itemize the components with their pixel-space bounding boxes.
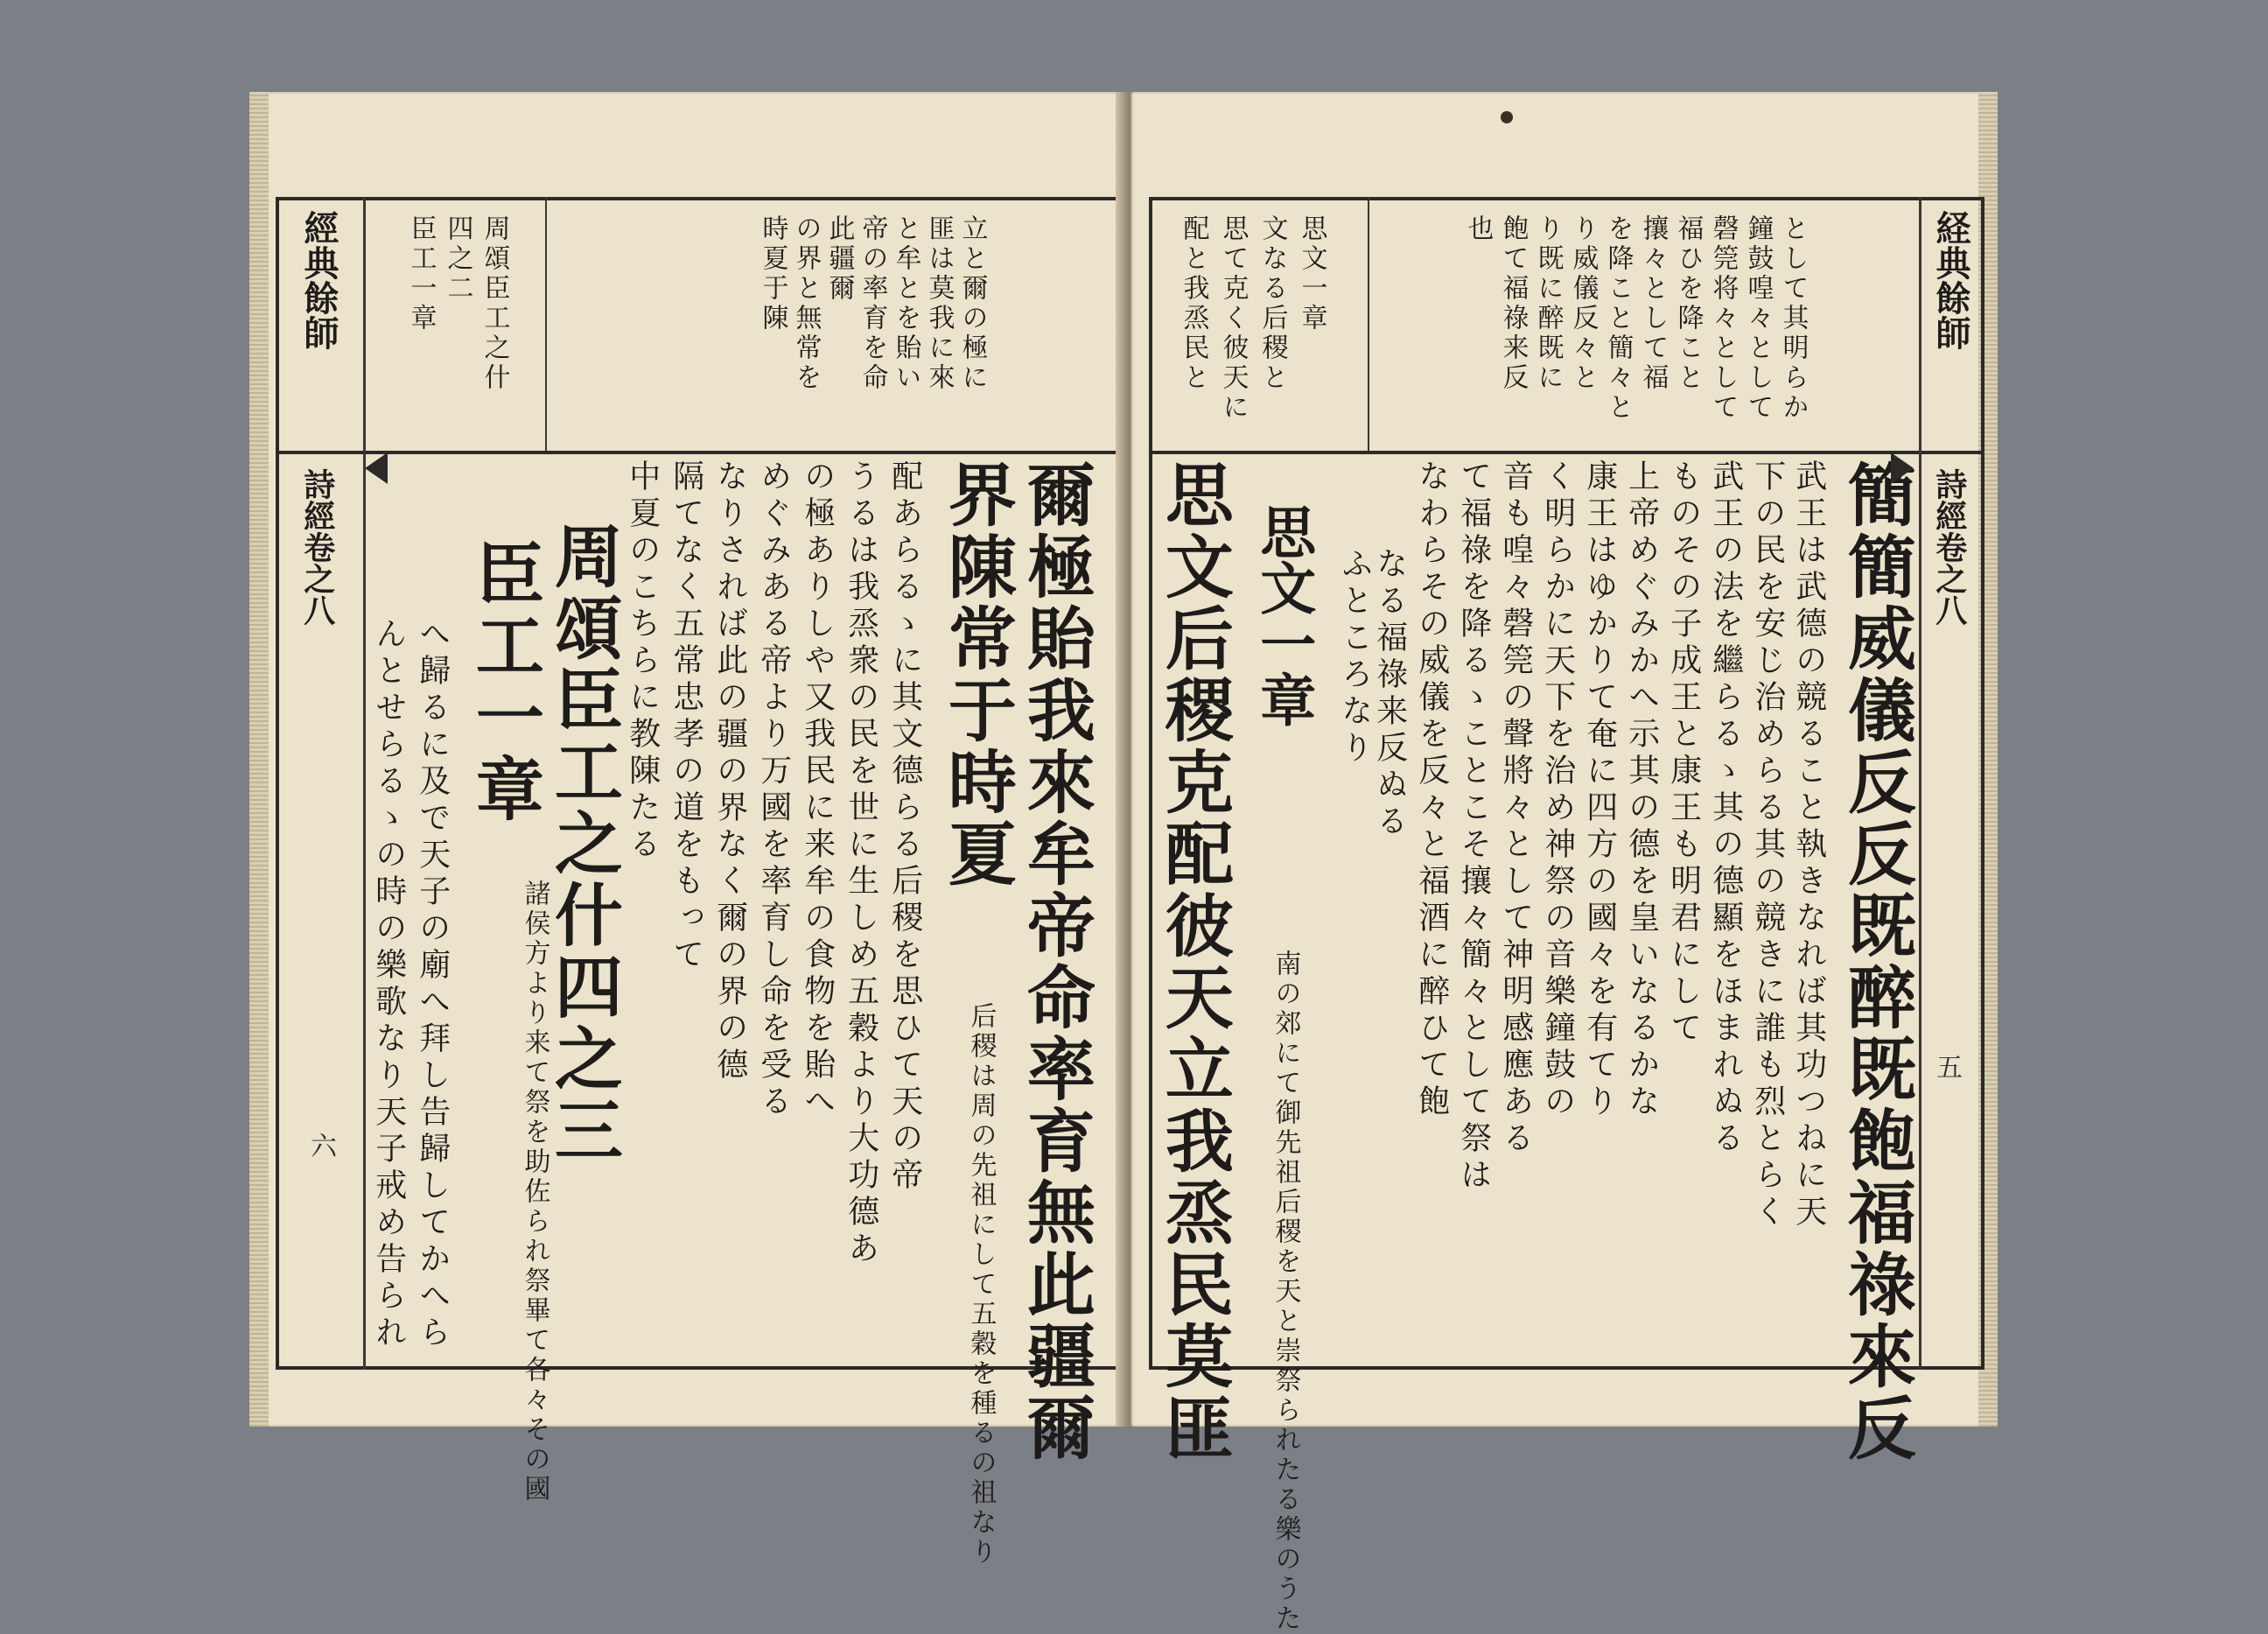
left-text-col-2: 界陳常于時夏 [936, 459, 1017, 890]
left-text-col-8: なりされば此の疆の界なく爾の界の德 [711, 459, 748, 1084]
right-text-col-6: 上帝めぐみかへ示其の德を皇いなるかな [1623, 459, 1660, 1121]
right-upper-line-7: 福ひを降こと [1672, 214, 1704, 393]
running-head: 経典餘師 [1930, 210, 1971, 350]
left-upper-line-2: の界と無常を [790, 214, 822, 393]
right-upper-line-14: 配と我烝民と [1178, 214, 1209, 393]
right-upper-line-12: 文なる后稷と [1256, 214, 1288, 393]
left-upper-line-8: 臣工一章 [405, 214, 437, 333]
left-upper-line-4: 帝の率育を命 [857, 214, 888, 393]
left-upper-line-5: と牟とを貽い [890, 214, 921, 393]
right-text-col-9: 音も喤々磬筦の聲將々として神明感應ある [1497, 459, 1534, 1158]
right-upper-line-8: 磬筦将々として [1707, 214, 1739, 423]
left-upper-line-7: 立と爾の極に [956, 214, 988, 393]
right-text-col-11: なわらその威儀を反々と福酒に醉ひて飽 [1413, 459, 1450, 1121]
right-margin-tab [1891, 452, 1914, 484]
right-text-col-8: く明らかに天下を治め神祭の音樂鐘鼓の [1539, 459, 1576, 1121]
left-margin-line [363, 197, 366, 1370]
right-upper-line-10: として其明らか [1777, 214, 1809, 423]
left-text-col-12: 臣工一章 [464, 538, 544, 825]
right-text-col-13: ふところなり [1336, 547, 1373, 768]
running-head: 經典餘師 [298, 210, 340, 350]
right-upper-line-13: 思て克く彼天に [1217, 214, 1249, 423]
left-upper-line-10: 周頌臣工之什 [479, 214, 510, 393]
right-margin-line [1919, 197, 1922, 1370]
right-text-col-1: 簡簡威儀反反既醉既飽福祿來反 [1836, 459, 1916, 1464]
left-text-col-5: うるは我烝衆の民を世に生しめ五穀より大功德あ [843, 459, 879, 1268]
right-upper-divider [1368, 197, 1369, 451]
right-upper-line-1: 也 [1462, 214, 1494, 244]
left-text-col-11: 周頌臣工之什四之三 [542, 521, 623, 1167]
left-upper-line-3: 此疆爾 [823, 214, 855, 304]
right-text-col-5: ものその子成王と康王も明君にして [1665, 459, 1702, 1048]
right-register-divider [1149, 451, 1984, 454]
left-upper-line-6: 匪は莫我に來 [923, 214, 955, 393]
right-upper-line-2: 飽て福祿来反 [1497, 214, 1529, 393]
section-label: 詩經卷之八 [1930, 468, 1968, 626]
right-text-col-3: 下の民を安じ治めらる其の競きに誰も烈とらく [1749, 459, 1786, 1231]
folio-number: 五 [1936, 1053, 1963, 1083]
right-upper-line-11: 思文一章 [1296, 214, 1327, 333]
left-text-col-6: の極ありしや又我民に来牟の食物を貽へ [799, 459, 836, 1121]
folio-number: 六 [311, 1132, 337, 1162]
right-text-col-12: なる福祿来反ぬる [1371, 547, 1408, 841]
left-text-col-10: 中夏のこちらに教陳たる [624, 459, 661, 864]
left-upper-line-9: 四之二 [442, 214, 473, 304]
left-text-col-14: へ歸るに及で天子の廟へ拜し告歸してかへら [414, 617, 451, 1352]
left-text-col-15: んとせらるゝの時の樂歌なり天子戒め告られ [370, 617, 407, 1352]
left-margin-tab [365, 452, 388, 484]
right-text-col-14: 思文一章 [1250, 503, 1317, 727]
left-text-col-13: 諸侯方より来て祭を助佐られ祭畢て各々その國 [519, 880, 550, 1504]
left-page-edge [249, 92, 269, 1427]
left-text-col-3: 后稷は周の先祖にして五穀を種るの祖なり [965, 1002, 997, 1567]
right-upper-line-5: を降こと簡々と [1602, 214, 1634, 423]
right-upper-line-6: 攘々として福 [1637, 214, 1669, 393]
left-upper-line-1: 時夏于陳 [757, 214, 788, 333]
left-upper-divider [545, 197, 547, 451]
left-text-col-4: 配あらるゝに其文德らる后稷を思ひて天の帝 [886, 459, 923, 1195]
left-text-col-7: めぐみある帝より万國を率育し命を受る [755, 459, 792, 1121]
left-text-col-9: 隔てなく五常忠孝の道をもって [668, 459, 704, 974]
right-upper-line-9: 鐘鼓喤々として [1742, 214, 1774, 423]
right-text-col-7: 康王はゆかりて奄に四方の國々を有てり [1581, 459, 1618, 1121]
right-text-col-10: て福祿を降るゝことこそ攘々簡々として祭は [1455, 459, 1492, 1195]
left-text-col-1: 爾極貽我來牟帝命率育無此疆爾 [1015, 459, 1096, 1464]
right-text-col-2: 武王は武德の競ること執きなれば其功つねに天 [1790, 459, 1827, 1231]
left-page [249, 92, 1124, 1567]
right-upper-line-4: り威儀反々と [1567, 214, 1599, 393]
right-text-col-16: 思文后稷克配彼天立我烝民莫匪 [1153, 459, 1234, 1464]
right-text-col-15: 南の郊にて御先祖后稷を天と崇祭られたる樂のうた [1270, 950, 1301, 1634]
right-page [1131, 92, 1998, 1634]
right-upper-line-3: り既に醉既に [1532, 214, 1564, 393]
left-register-divider [276, 451, 1120, 454]
ink-spot [1501, 111, 1513, 123]
right-text-col-4: 武王の法を繼らるゝ其の德顯をほまれぬる [1707, 459, 1744, 1158]
section-label: 詩經卷之八 [298, 468, 336, 626]
open-book [249, 92, 1999, 1634]
